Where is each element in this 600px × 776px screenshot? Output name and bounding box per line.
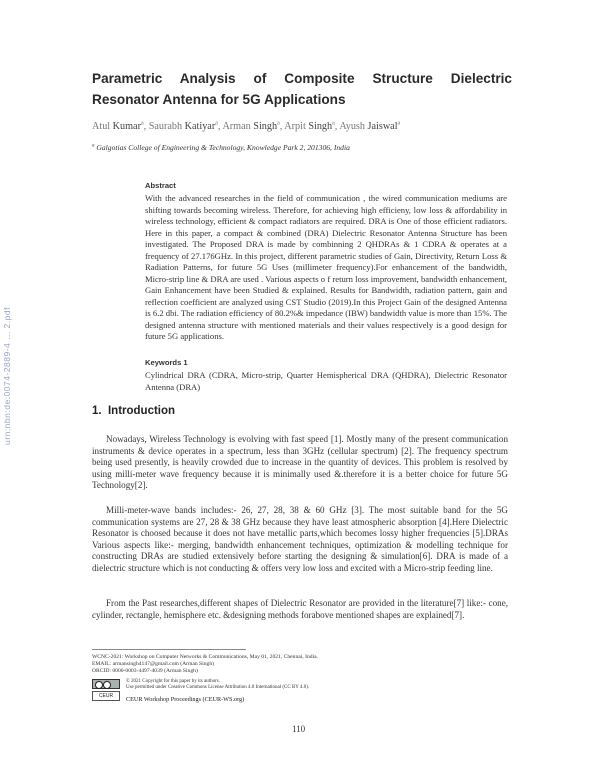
author-separator: , (279, 121, 285, 133)
author-affiliation-mark: a (397, 121, 401, 127)
author-surname: Kumar (112, 121, 141, 133)
ceur-proceedings-name: CEUR Workshop Proceedings (CEUR-WS.org) (126, 696, 245, 703)
keywords-text: Cylindrical DRA (CDRA, Micro-strip, Quarter Hemispherical DRA (QHDRA), Dielectric Resonator Antenna (DRA) (145, 370, 507, 392)
author-separator: , (217, 121, 223, 133)
author-given-name: Atul (92, 121, 113, 133)
author-given-name: Arman (222, 121, 254, 133)
author-separator: , (143, 121, 149, 133)
intro-paragraph-1: Nowadays, Wireless Technology is evolving with fast speed [1]. Mostly many of the present communication instruments & device operates in a spectrum, less than 3GHz (cellular spectrum) [2]. The frequency spectrum being used presently, is heavily crowded due to increase in the quantity of devices. This problem is resolved by using milli-meter wave frequency because it is minimally used &.therefore it is a better choice for future 5G Technology[2]. (92, 434, 508, 491)
author-separator: , (334, 121, 340, 133)
affiliation (92, 143, 350, 152)
author-list (92, 121, 400, 132)
author-2 (149, 121, 223, 132)
author-affiliation-mark: a (140, 121, 144, 127)
paper-title: Parametric Analysis of Composite Structure Dielectric Resonator Antenna for 5G Applications (92, 71, 512, 107)
footnote-email: EMAIL: armansingh4147@gmail.com (Arman Singh) (92, 661, 214, 668)
author-surname: Katiyar (184, 121, 216, 133)
license-text: Use permitted under Creative Commons License Attribution 4.0 International (CC BY 4.0). (126, 685, 310, 691)
abstract-heading: Abstract (145, 181, 176, 190)
author-affiliation-mark: a (277, 121, 280, 127)
author-surname: Jaiswal (367, 121, 398, 133)
license-block (92, 679, 518, 709)
author-affiliation-mark: a (332, 121, 335, 127)
author-4 (284, 121, 339, 132)
footnote-orcid: ORCID: 0000-0003-4497-4039 (Arman Singh) (92, 668, 198, 675)
author-given-name: Arpit (284, 121, 309, 133)
intro-paragraph-2: Milli-meter-wave bands includes:- 26, 27, 28, 38 & 60 GHz [3]. The most suitable band for the 5G communication systems are 27, 28 & 38 GHz because they have least atmospheric absorption [4].Here Dielectric Resonator is choosed because it does not have metallic parts,which becomes lossy higher frequencies [5].DRAs Various aspects like:- merging, bandwidth enhancement techniques, optimization & modelling technique for constructing DRAs are studied extensively before starting the designing & simulation[6]. DRA is made of a dielectric structure which is not conducting & offers very low loss and excited with a Micro-strip feeding line. (92, 505, 508, 573)
copyright-text: © 2021 Copyright for this paper by its authors. (126, 679, 220, 684)
author-surname: Singh (308, 121, 333, 133)
author-5 (339, 121, 400, 132)
author-3 (222, 121, 284, 132)
section-number: 1. (92, 405, 102, 417)
author-surname: Singh (253, 121, 278, 133)
author-given-name: Ayush (339, 121, 368, 133)
abstract-text: With the advanced researches in the field of communication , the wired communication mediums are shifting towards becoming wireless. Therefore, for achieving high efficieny, low loss & affordability in wireless technology, efficient & compact radiators are required. DRA is One of those efficient radiators. Here in this paper, a compact & combined (DRA) Dielectric Resonator Antenna Structure has been investigated. The Proposed DRA is made by combinning 2 QHDRAs & 1 CDRA & operates at a frequency of 27.176GHz. In this project, different parametric studies of Gain, Directivity, Return Loss & Radiation Patterns, for future 5G Uses (millimeter frequency).For enhancement of the bandwidth, Micro-strip line & DRA are used . Various aspects o f return loss improvement, bandwidth enhancement, Gain Enhancement have been Studied & explained. Results for Bandwidth, radiation pattern, gain and reflection coefficient are analyzed using CST Studio (2019).In this Project Gain of the designed Antenna is 6.2 dbi. The radiation efficiency of 80.2%& impedance (IBW) bandwidth value is more than 15%. The designed antenna structure with mentioned materials and their values respectively is a good design for future 5G applications. (145, 193, 507, 341)
intro-paragraph-3: From the Past researches,different shapes of Dielectric Resonator are provided in the literature[7] like:- cone, cylinder, rectangle, hemisphere etc. &designing methods forabove mentioned shapes are explained[7]. (92, 598, 508, 620)
ceur-logo: CEUR (92, 691, 120, 701)
author-1 (92, 121, 149, 132)
author-affiliation-mark: a (215, 121, 218, 127)
footnote (92, 654, 318, 675)
page-number: 110 (292, 724, 306, 734)
author-given-name: Saurabh (148, 121, 185, 133)
section-heading-introduction (92, 405, 175, 417)
affiliation-text: Galgotias College of Engineering & Technology, Knowledge Park 2, 201306, India (96, 143, 350, 152)
footnote-conference: WCNC-2021: Workshop on Computer Networks & Communications, May 01, 2021, Chennai, India. (92, 654, 318, 660)
keywords-heading: Keywords 1 (145, 358, 188, 367)
cc-by-badge-icon (92, 679, 120, 689)
affiliation-mark: a (92, 143, 95, 149)
section-title: Introduction (107, 405, 176, 417)
footnote-rule (92, 649, 246, 650)
side-identifier-text: urn:nbn:de:0074-2889-4 ... 2.pdf (2, 307, 12, 445)
